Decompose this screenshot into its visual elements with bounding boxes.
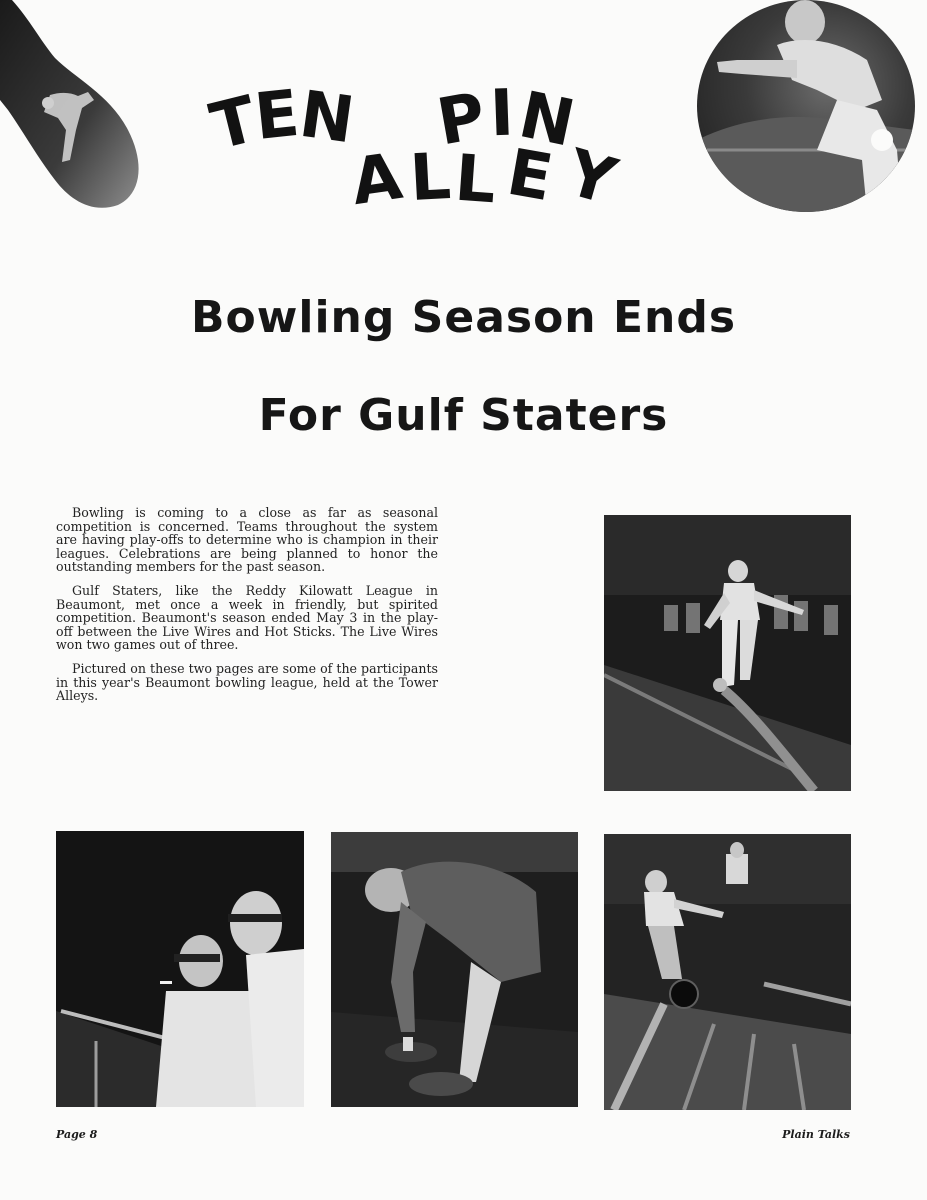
article-paragraph: Bowling is coming to a close as far as seasonal competition is concerned. Teams throughout the system are having play-offs to determine who is champion in their leagues. Celebrations are being planned to honor the outstanding members for the past season.	[56, 505, 438, 575]
headline-line-1: Bowling Season Ends	[190, 292, 737, 343]
bowler-tying-shoe-photo	[331, 832, 578, 1107]
title-letter: E	[501, 135, 558, 217]
headline-line-2: For Gulf Staters	[258, 390, 669, 441]
woman-bowling-photo	[604, 515, 851, 791]
title-letter: T	[203, 82, 264, 166]
title-letter: N	[512, 78, 581, 162]
title-letter: A	[347, 139, 407, 221]
title-letter: N	[295, 77, 359, 159]
bowler-circle-photo	[697, 0, 915, 212]
title-letter: L	[452, 141, 499, 219]
man-bowling-photo	[604, 834, 851, 1110]
publication-name: Plain Talks	[782, 1128, 850, 1141]
article-paragraph: Gulf Staters, like the Reddy Kilowatt League in Beaumont, met once a week in friendly, but spirited competition. Beaumont's season ended May 3 in the play-off between the Live Wires and Hot Sticks. The Live Wires won two games out of three.	[56, 582, 438, 653]
title-letter: E	[251, 76, 303, 156]
title-letter: I	[488, 76, 516, 152]
article-body	[56, 506, 438, 713]
article-paragraph: Pictured on these two pages are some of the participants in this year's Beaumont bowling league, held at the Tower Alleys.	[56, 660, 438, 704]
bowling-pin-photo	[0, 0, 145, 210]
title-letter: Y	[558, 136, 624, 220]
page-number: Page 8	[56, 1128, 98, 1141]
title-letter: L	[408, 139, 453, 217]
title-letter: P	[431, 79, 491, 161]
spectators-photo	[56, 831, 304, 1107]
